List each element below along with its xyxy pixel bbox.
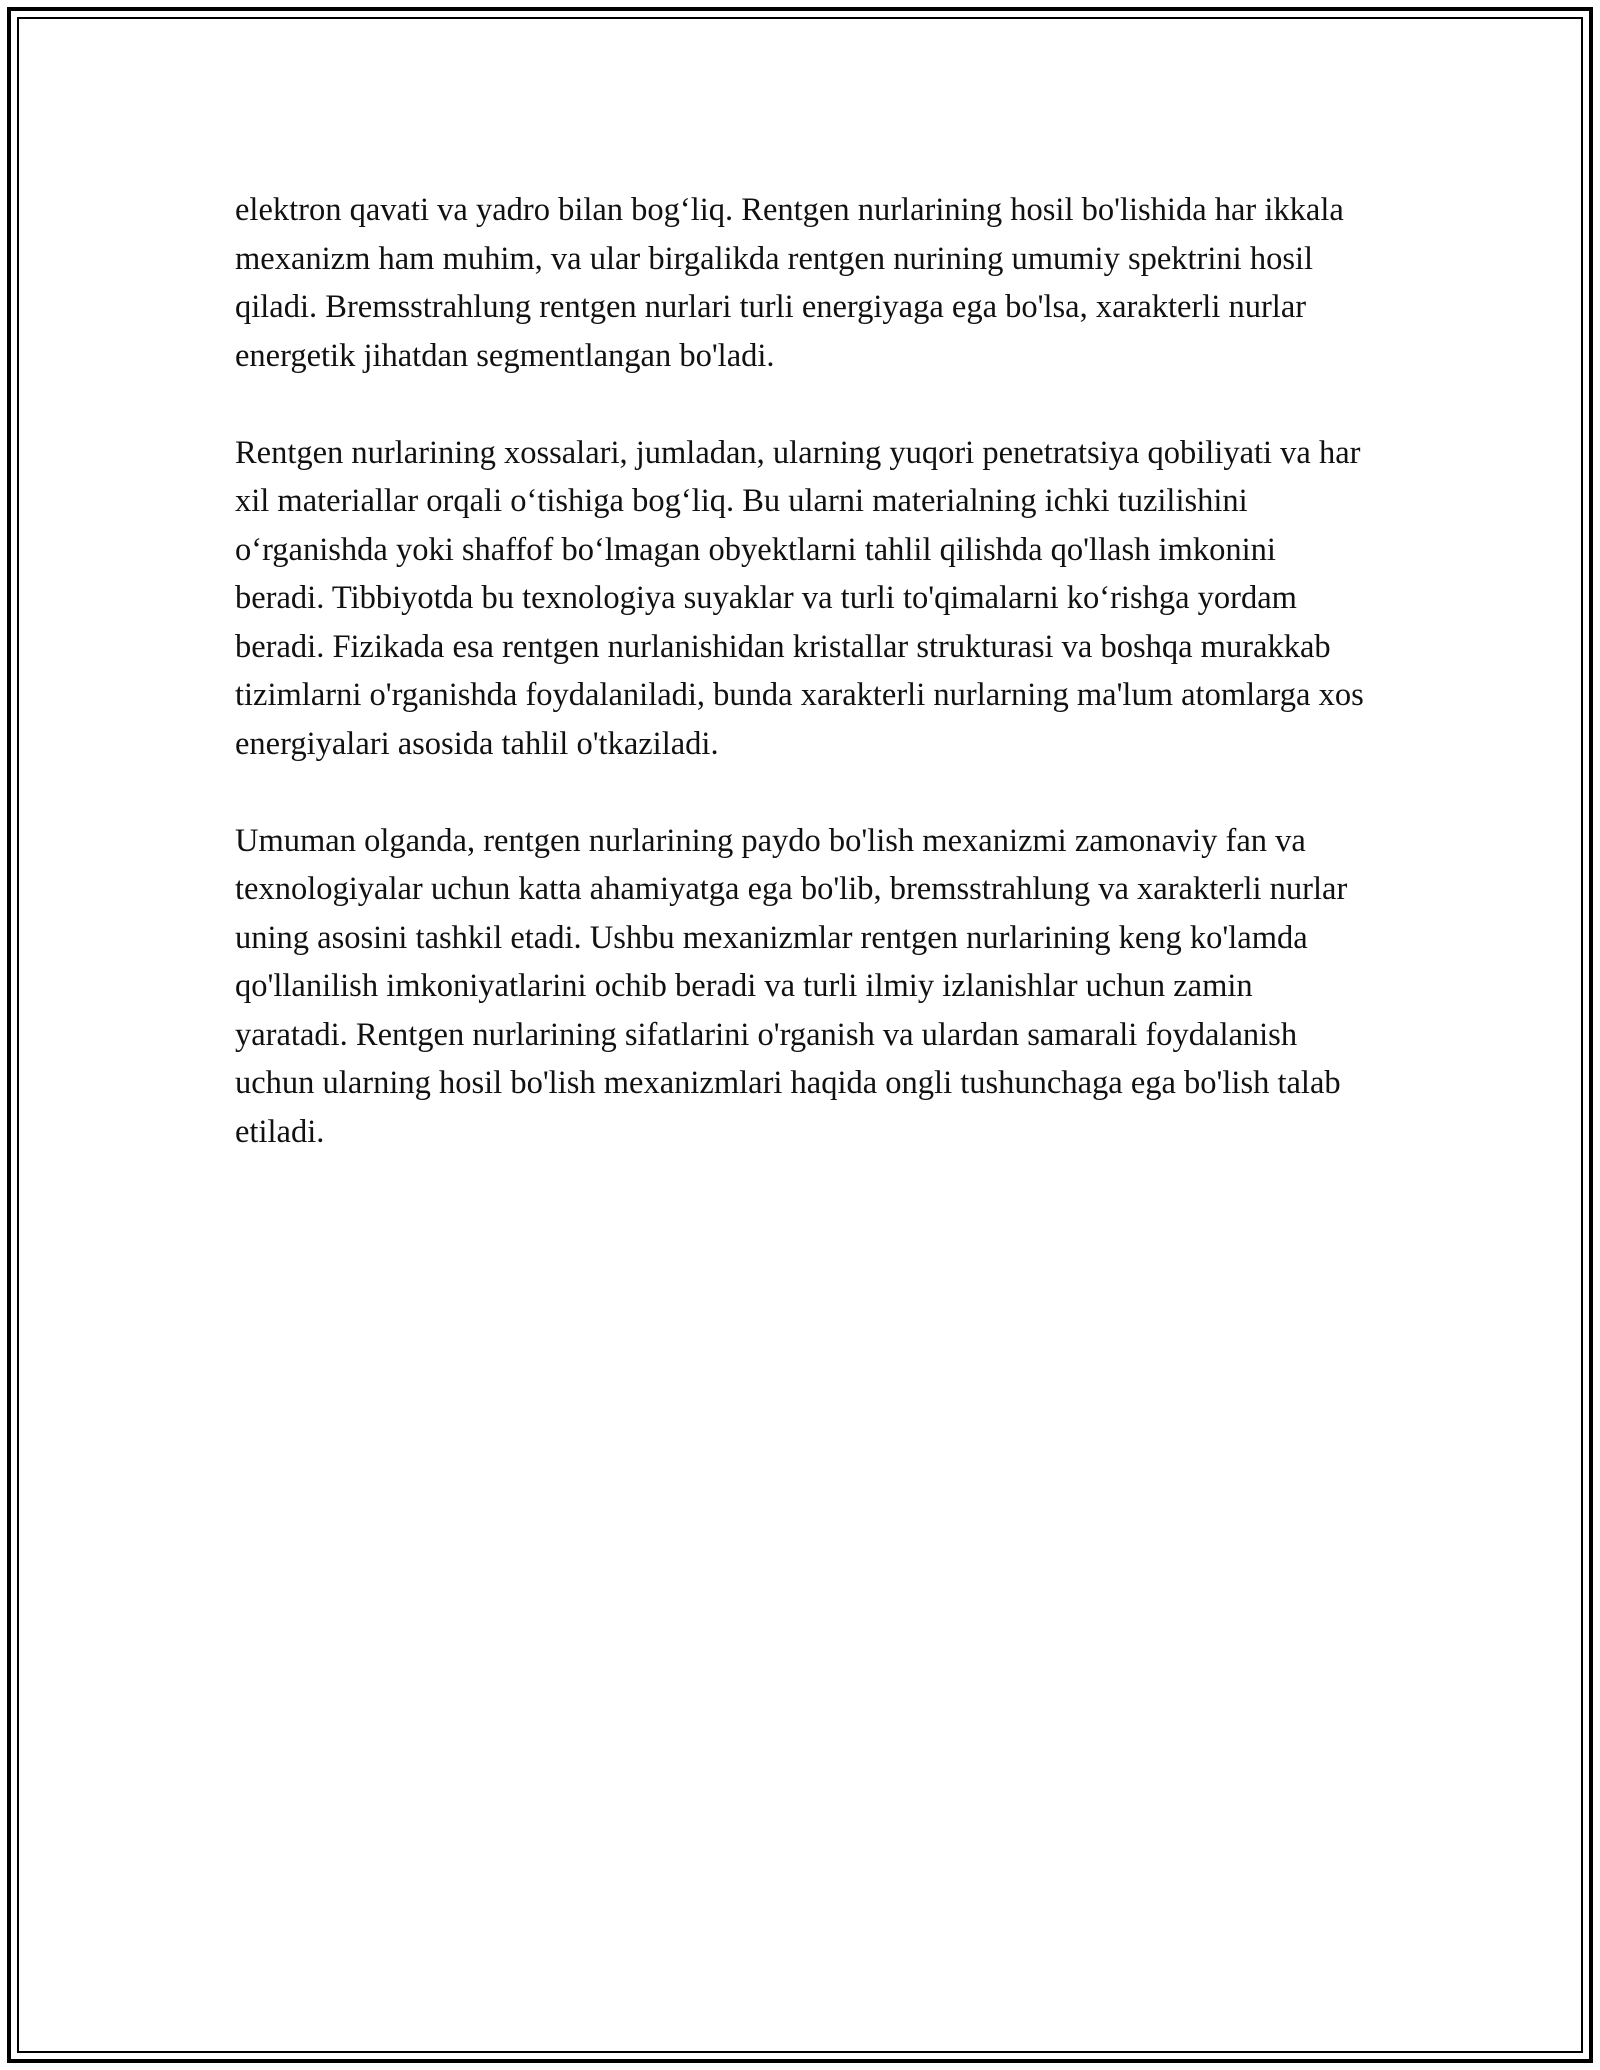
document-body [235, 186, 1365, 1156]
paragraph-2: Rentgen nurlarining xossalari, jumladan, ularning yuqori penetratsiya qobiliyati va har xil materiallar orqali o‘tishiga bog‘liq. Bu ularni materialning ichki tuzilishini o‘rganishda yoki shaffof bo‘lmagan obyektlarni tahlil qilishda qo'llash imkonini beradi. Tibbiyotda bu texnologiya suyaklar va turli to'qimalarni ko‘rishga yordam beradi. Fizikada esa rentgen nurlanishidan kristallar strukturasi va boshqa murakkab tizimlarni o'rganishda foydalaniladi, bunda xarakterli nurlarning ma'lum atomlarga xos energiyalari asosida tahlil o'tkaziladi. [235, 434, 1364, 762]
paragraph-3: Umuman olganda, rentgen nurlarining paydo bo'lish mexanizmi zamonaviy fan va texnologiyalar uchun katta ahamiyatga ega bo'lib, bremsstrahlung va xarakterli nurlar uning asosini tashkil etadi. Ushbu mexanizmlar rentgen nurlarining keng ko'lamda qo'llanilish imkoniyatlarini ochib beradi va turli ilmiy izlanishlar uchun zamin yaratadi. Rentgen nurlarining sifatlarini o'rganish va ulardan samarali foydalanish uchun ularning hosil bo'lish mexanizmlari haqida ongli tushunchaga ega bo'lish talab etiladi. [235, 822, 1348, 1150]
paragraph-1: elektron qavati va yadro bilan bog‘liq. Rentgen nurlarining hosil bo'lishida har ikkala mexanizm ham muhim, va ular birgalikda rentgen nurining umumiy spektrini hosil qiladi. Bremsstrahlung rentgen nurlari turli energiyaga ega bo'lsa, xarakterli nurlar energetik jihatdan segmentlangan bo'ladi. [235, 192, 1344, 374]
